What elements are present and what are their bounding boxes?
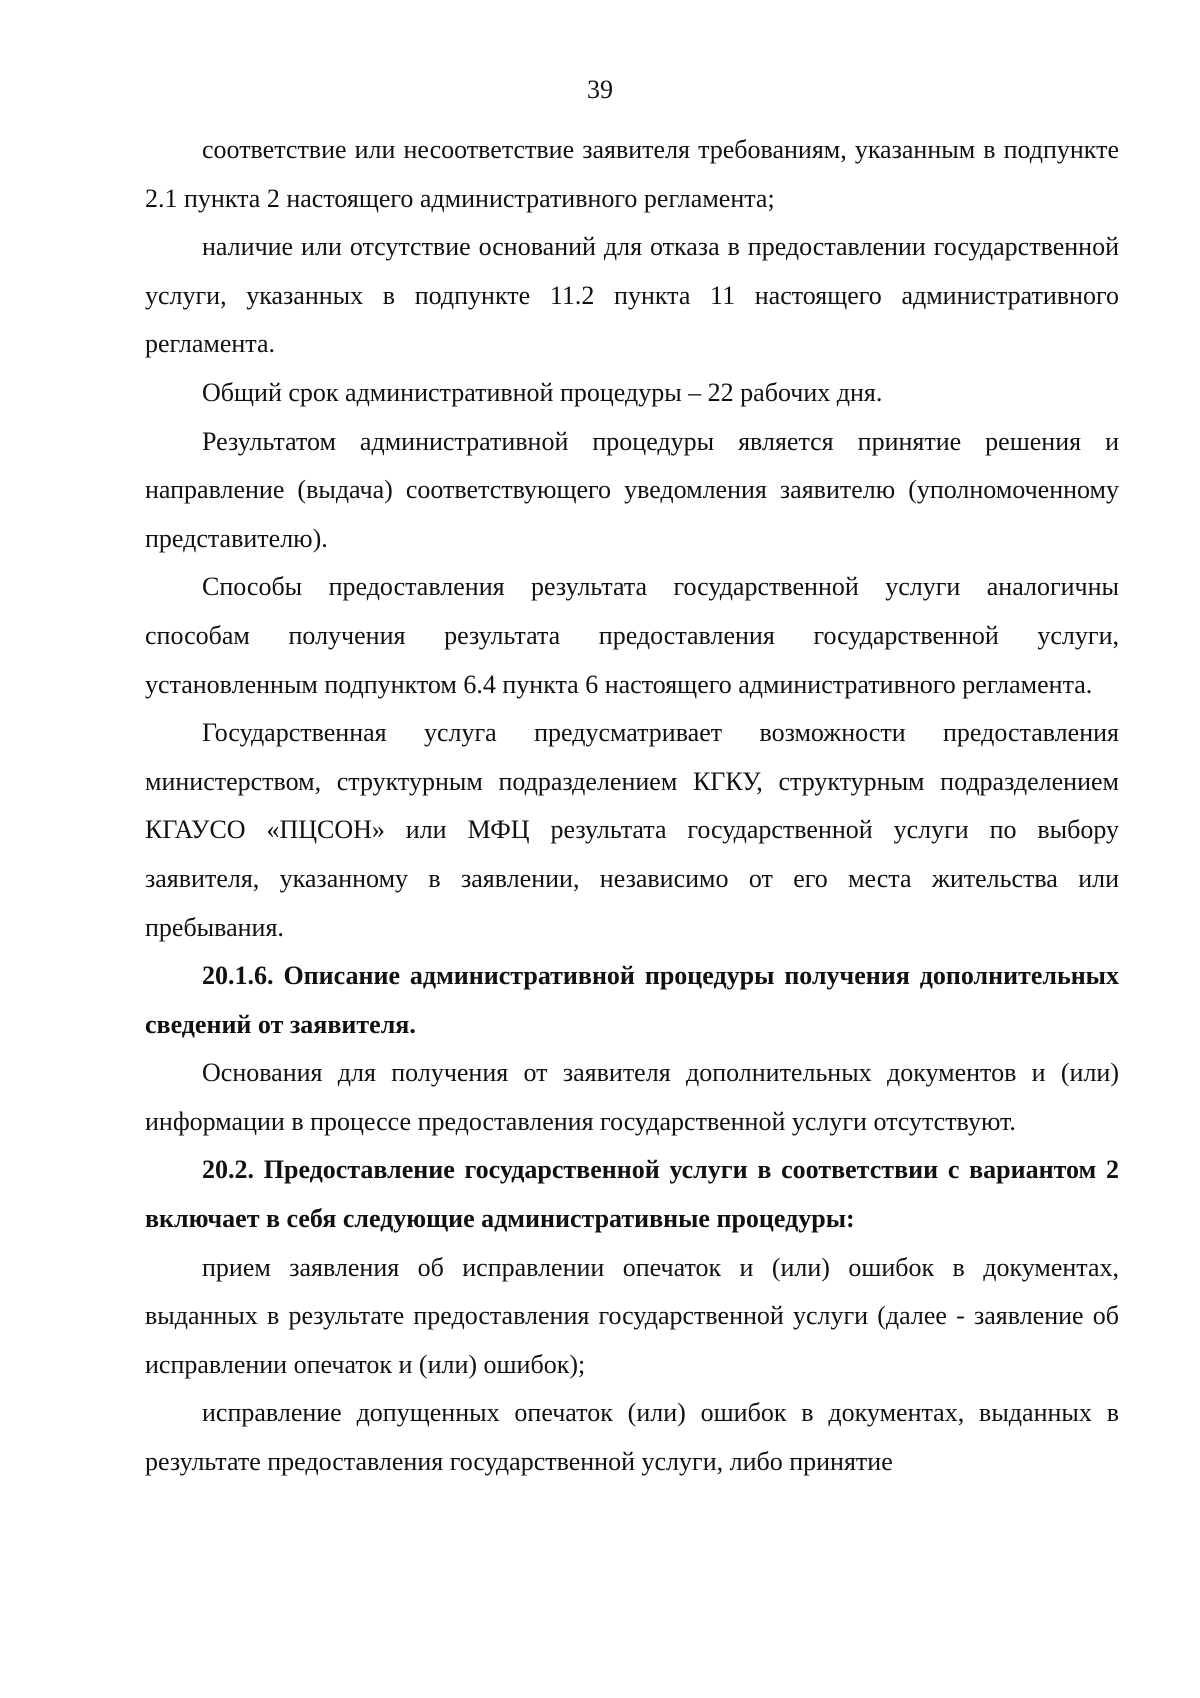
paragraph: Основания для получения от заявителя дополнительных документов и (или) информации в процессе предоставления государственной услуги отсутствуют. (145, 1058, 1119, 1136)
section-heading: 20.2. Предоставление государственной услуги в соответствии с вариантом 2 включает в себя следующие административные процедуры: (145, 1155, 1119, 1234)
document-body (145, 126, 1119, 1487)
section-heading: 20.1.6. Описание административной процедуры получения дополнительных сведений от заявителя. (145, 961, 1119, 1039)
paragraph: соответствие или несоответствие заявителя требованиям, указанным в подпункте 2.1 пункта 2 настоящего административного регламента; (145, 135, 1119, 213)
page-number: 39 (587, 75, 613, 104)
paragraph: Общий срок административной процедуры – 22 рабочих дня. (202, 377, 883, 407)
paragraph: Результатом административной процедуры является принятие решения и направление (выдача) соответствующего уведомления заявителю (уполномоченному представителю). (145, 426, 1119, 553)
paragraph: прием заявления об исправлении опечаток и (или) ошибок в документах, выданных в результате предоставления государственной услуги (далее - заявление об исправлении опечаток и (или) ошибок); (145, 1252, 1119, 1379)
paragraph: Государственная услуга предусматривает возможности предоставления министерством, структурным подразделением КГКУ, структурным подразделением КГАУСО «ПЦСОН» или МФЦ результата государственной услуги по выбору заявителя, указанному в заявлении, независимо от его места жительства или пребывания. (145, 718, 1119, 942)
paragraph: Способы предоставления результата государственной услуги аналогичны способам получения результата предоставления государственной услуги, установленным подпунктом 6.4 пункта 6 настоящего административного регламента. (145, 572, 1119, 699)
paragraph: наличие или отсутствие оснований для отказа в предоставлении государственной услуги, указанных в подпункте 11.2 пункта 11 настоящего административного регламента. (145, 232, 1119, 359)
paragraph: исправление допущенных опечаток (или) ошибок в документах, выданных в результате предоставления государственной услуги, либо принятие (145, 1398, 1119, 1477)
